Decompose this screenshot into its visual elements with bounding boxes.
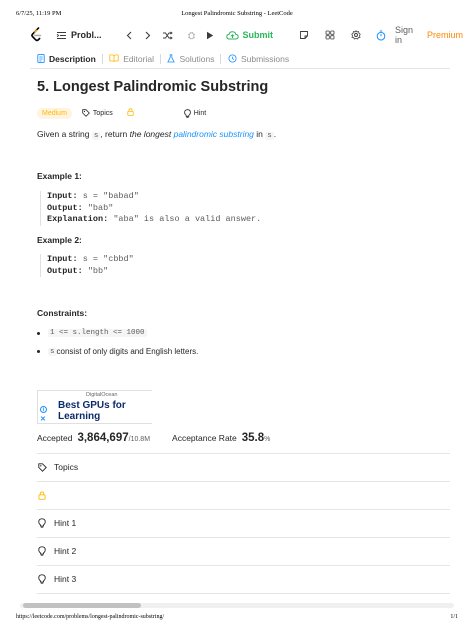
constraints-label: Constraints:	[37, 308, 88, 318]
desc-var-s: s	[93, 132, 99, 140]
accepted-total: /10.8M	[128, 436, 151, 443]
desc-text: Given a string	[37, 129, 92, 139]
top-navbar	[30, 24, 464, 46]
ad-headline-line2: Learning	[58, 411, 101, 422]
problem-list-button[interactable]	[56, 30, 102, 40]
topics-row[interactable]	[38, 460, 78, 474]
hint-2-label: Hint 2	[54, 546, 77, 556]
hint-chip-label: Hint	[193, 109, 207, 117]
tab-description[interactable]	[37, 54, 96, 65]
print-page-title: Longest Palindromic Substring - LeetCode	[181, 10, 293, 17]
gear-icon[interactable]	[351, 30, 361, 40]
section-divider	[37, 593, 450, 594]
problem-badges	[37, 107, 206, 119]
tab-submissions[interactable]	[228, 54, 289, 65]
output-value: "bab"	[87, 202, 114, 213]
flask-icon	[167, 54, 175, 65]
ad-info-icon[interactable]: i	[40, 406, 47, 413]
example-2-label: Example 2:	[37, 235, 82, 245]
tab-submissions-label: Submissions	[240, 54, 290, 64]
print-page-number: 1/1	[450, 614, 458, 620]
example-1-block	[40, 191, 261, 226]
difficulty-badge: Medium	[37, 108, 72, 119]
sign-in-link[interactable]: Sign in	[395, 25, 414, 45]
horizontal-scrollbar-thumb[interactable]	[23, 603, 141, 608]
print-header	[16, 10, 458, 20]
ad-close-icon[interactable]: ✕	[40, 416, 46, 423]
hint-1-label: Hint 1	[54, 518, 77, 528]
bullet	[37, 350, 40, 353]
desc-var-s: s	[267, 132, 272, 140]
timer-icon[interactable]	[376, 30, 386, 41]
ad-banner[interactable]	[37, 390, 152, 424]
list-icon	[56, 31, 67, 40]
submit-label: Submit	[242, 30, 274, 40]
lock-icon[interactable]	[127, 108, 134, 118]
constraint-code: s	[50, 347, 55, 356]
tab-editorial[interactable]	[109, 54, 154, 64]
topics-chip[interactable]	[78, 107, 117, 119]
topics-row-label: Topics	[54, 462, 79, 472]
input-key: Input:	[47, 191, 78, 201]
print-datetime: 6/7/25, 11:19 PM	[16, 10, 62, 17]
output-key: Output:	[47, 265, 83, 276]
hint-1-row[interactable]	[38, 516, 76, 530]
tag-icon	[38, 463, 50, 472]
accepted-label: Accepted	[37, 433, 73, 443]
accepted-count: 3,864,697	[77, 432, 129, 444]
lightbulb-icon	[38, 574, 50, 584]
document-icon	[37, 54, 45, 65]
chevron-right-icon[interactable]	[145, 31, 151, 40]
tab-divider	[160, 54, 161, 64]
topics-chip-label: Topics	[92, 109, 113, 117]
tab-description-label: Description	[49, 54, 96, 64]
constraint-code: 1 <= s.length <= 1000	[50, 329, 145, 337]
tab-solutions-label: Solutions	[179, 54, 215, 64]
leetcode-logo-icon[interactable]	[30, 27, 44, 43]
note-icon[interactable]	[299, 30, 309, 40]
lightbulb-icon	[38, 546, 50, 556]
output-key: Output:	[47, 202, 83, 213]
section-divider	[37, 565, 450, 566]
print-url: https://leetcode.com/problems/longest-palindromic-substring/	[16, 614, 165, 620]
desc-text: in	[253, 129, 266, 139]
explanation-key: Explanation:	[47, 214, 109, 224]
section-divider	[37, 509, 450, 510]
lightbulb-icon	[38, 518, 50, 528]
bullet	[37, 332, 40, 335]
palindromic-substring-link[interactable]: palindromic substring	[173, 129, 254, 139]
hint-chip[interactable]	[184, 109, 206, 118]
section-divider	[37, 537, 450, 538]
example-1-label: Example 1:	[37, 171, 82, 181]
submission-stats	[37, 432, 270, 444]
ad-brand: DigitalOcean	[86, 392, 118, 398]
history-icon	[228, 54, 237, 65]
acceptance-rate-label: Acceptance Rate	[172, 433, 237, 443]
problem-description	[37, 129, 276, 140]
tab-divider	[102, 54, 103, 64]
section-divider	[37, 481, 450, 482]
lightbulb-icon	[184, 109, 191, 118]
constraint-item	[37, 347, 198, 356]
submit-button[interactable]	[226, 30, 274, 40]
lock-icon	[38, 491, 50, 500]
debug-icon[interactable]	[187, 30, 196, 40]
shuffle-icon[interactable]	[162, 31, 173, 40]
tab-divider	[220, 54, 221, 64]
problem-title[interactable]: 5. Longest Palindromic Substring	[37, 79, 269, 95]
hint-3-label: Hint 3	[54, 574, 77, 584]
tab-editorial-label: Editorial	[123, 54, 154, 64]
run-play-icon[interactable]	[206, 31, 214, 40]
desc-emphasis: the longest	[129, 129, 172, 139]
constraint-item	[37, 329, 147, 337]
premium-link[interactable]: Premium	[427, 30, 464, 40]
output-value: "bb"	[87, 265, 109, 276]
problem-tabs	[37, 52, 303, 66]
cloud-upload-icon	[226, 31, 239, 40]
example-2-block	[40, 254, 134, 277]
section-divider	[37, 453, 450, 454]
input-key: Input:	[47, 254, 78, 264]
hint-2-row[interactable]	[38, 544, 76, 558]
tab-solutions[interactable]	[167, 54, 214, 65]
problem-list-label: Probl...	[71, 30, 102, 40]
desc-text: , return	[100, 129, 130, 139]
acceptance-rate-unit: %	[264, 436, 271, 443]
premium-lock-row[interactable]	[38, 488, 54, 502]
input-value: s = "babad"	[82, 191, 139, 201]
input-value: s = "cbbd"	[82, 254, 134, 264]
explanation-value: "aba" is also a valid answer.	[113, 214, 262, 224]
chevron-left-icon[interactable]	[126, 31, 132, 40]
book-icon	[109, 54, 119, 64]
ad-headline-line1: Best GPUs for	[58, 400, 126, 411]
layout-grid-icon[interactable]	[325, 30, 335, 40]
desc-text: .	[273, 129, 277, 139]
constraint-text: consist of only digits and English letters.	[56, 347, 199, 356]
tag-icon	[82, 109, 90, 117]
acceptance-rate-value: 35.8	[241, 432, 265, 444]
tabs-divider	[30, 68, 450, 69]
hint-3-row[interactable]	[38, 572, 76, 586]
